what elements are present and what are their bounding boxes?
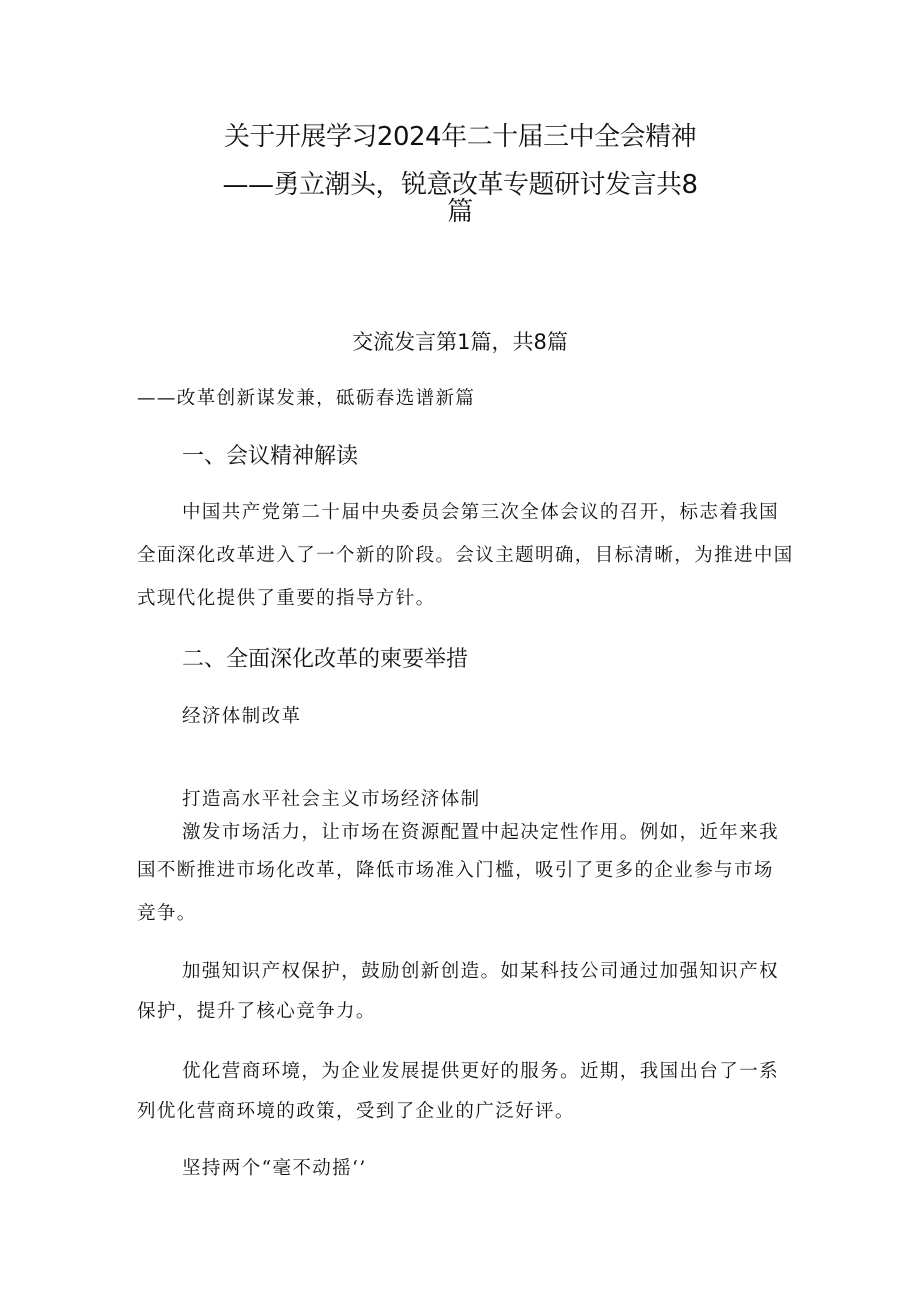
paragraph-line: 式现代化提供了重要的指导方针。 [137,588,436,609]
article-heading: 交流发言第1篇，共8篇 [352,330,568,354]
sub-item-market-economy: 打造高水平社会主义市场经济体制 [182,789,481,810]
paragraph-line: 全面深化改革进入了一个新的阶段。会议主题明确，目标清晰，为推进中国 [137,545,794,566]
sub-item-economic-reform: 经济体制改革 [182,706,302,727]
document-title-line-3: 篇 [447,197,473,227]
paragraph-line: 加强知识产权保护，鼓励创新创造。如某科技公司通过加强知识产权 [182,961,780,982]
article-subtitle: ——改革创新谋发兼，砥砺春选谱新篇 [137,388,476,409]
paragraph-line-last: 坚持两个“毫不动摇‘’ [182,1158,367,1179]
paragraph-line: 国不断推进市场化改革，降低市场准入门槛，吸引了更多的企业参与市场 [137,860,774,881]
paragraph-line: 优化营商环境，为企业发展提供更好的服务。近期，我国出台了一系 [182,1061,780,1082]
paragraph-line: 保护，提升了核心竞争力。 [137,1001,376,1022]
paragraph-line: 激发市场活力，让市场在资源配置中起决定性作用。例如，近年来我 [182,822,780,843]
paragraph-line: 列优化营商环境的政策，受到了企业的广泛好评。 [137,1101,575,1122]
paragraph-line: 竞争。 [137,903,197,924]
section-heading-1: 一、会议精神解读 [182,444,359,469]
document-title-line-1: 关于开展学习2024年二十届三中全会精神 [223,122,697,152]
document-title-line-2: ——勇立潮头，锐意改革专题研讨发言共8 [222,170,698,200]
section-heading-2: 二、全面深化改革的柬要举措 [182,647,469,672]
paragraph-line: 中国共产党第二十届中央委员会第三次全体会议的召开，标志着我国 [182,502,780,523]
